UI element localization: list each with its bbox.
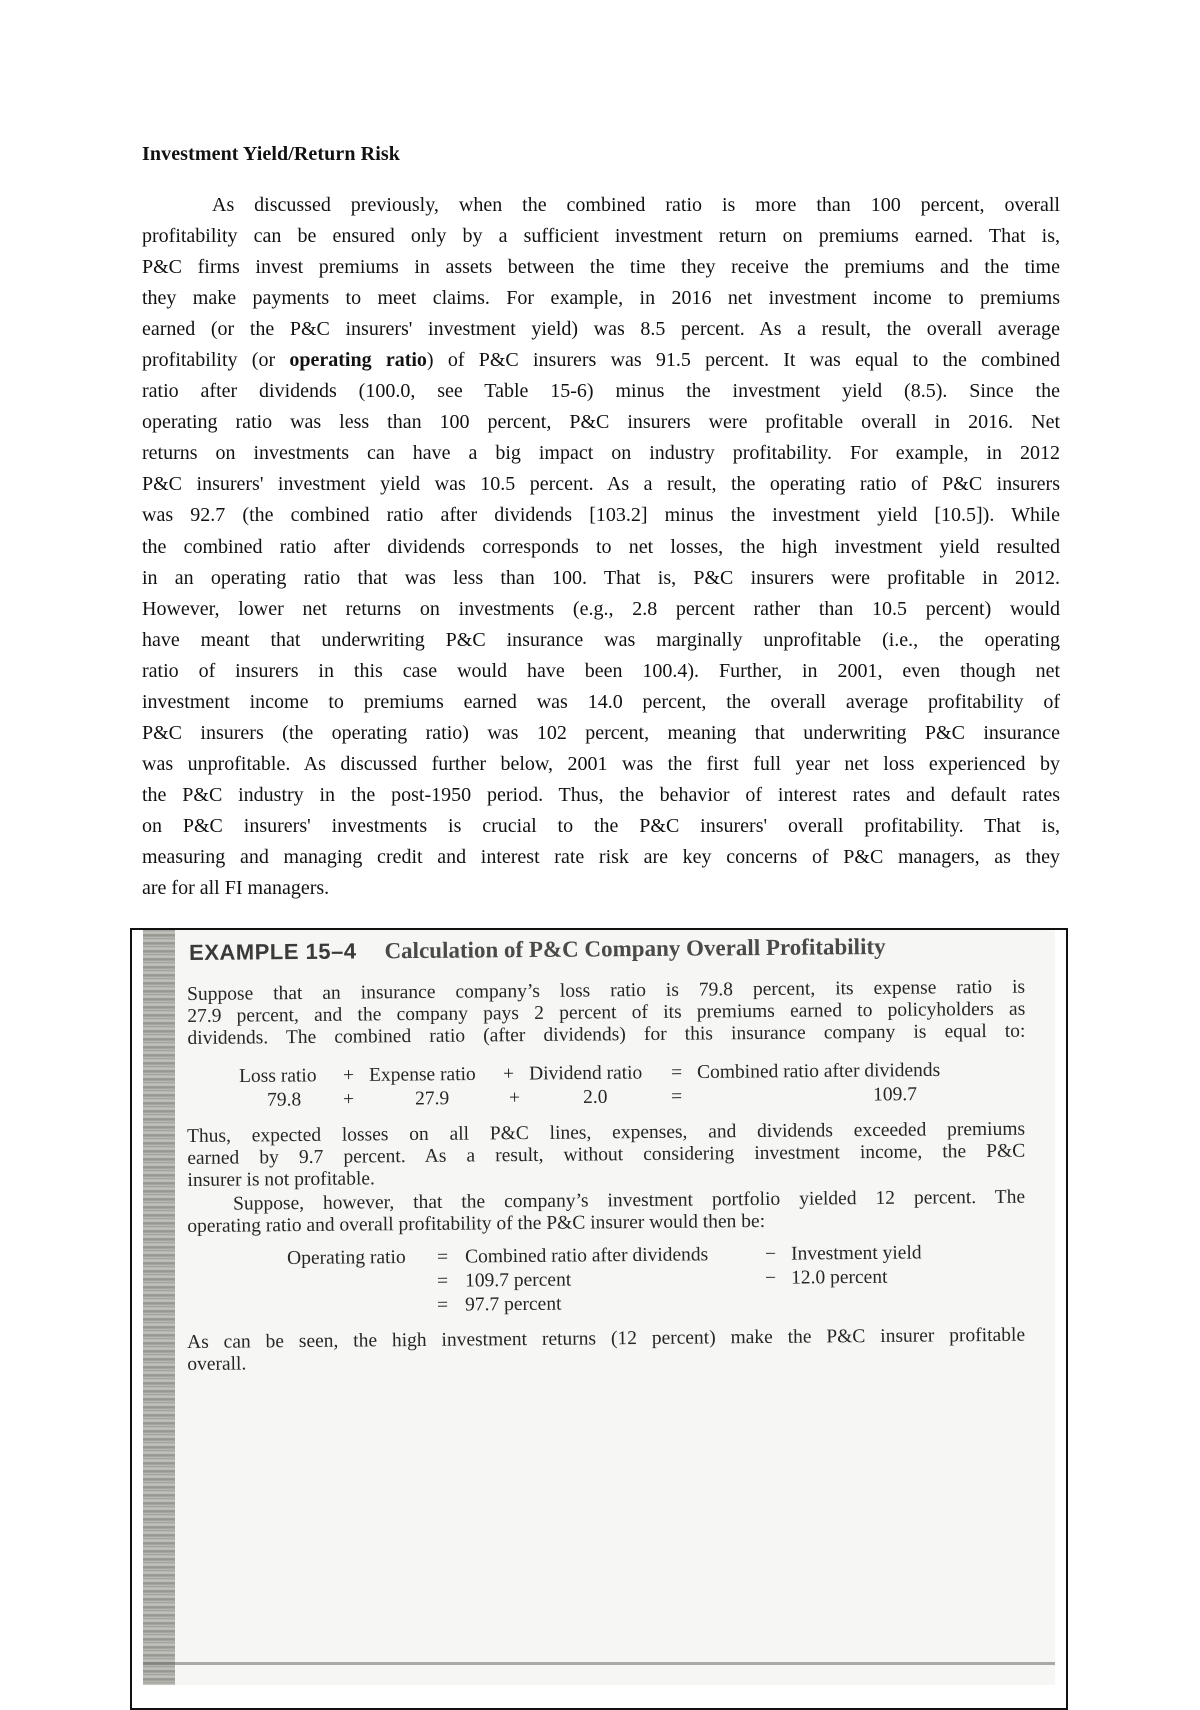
- example-line: As can be seen, the high investment returns (12 percent) make the P&C insurer profitable: [187, 1324, 1026, 1353]
- example-line: earned by 9.7 percent. As a result, without considering investment income, the P&C: [187, 1140, 1026, 1169]
- eq1-term: Loss ratio: [239, 1065, 317, 1087]
- eq1-value: 79.8: [266, 1089, 302, 1111]
- eq1-operator: +: [342, 1088, 355, 1111]
- body-line: profitability can be ensured only by a sufficient investment return on premiums earned. That is,: [142, 225, 1060, 248]
- eq2-operator: −: [764, 1267, 777, 1289]
- operating-ratio-term: operating ratio: [289, 349, 427, 372]
- eq1-operator: +: [342, 1064, 355, 1087]
- body-line: operating ratio was less than 100 percent, P&C insurers were profitable overall in 2016. Net: [142, 411, 1060, 434]
- body-line: they make payments to meet claims. For example, in 2016 net investment income to premiums: [142, 287, 1060, 310]
- example-line: overall.: [187, 1353, 247, 1375]
- eq2-operator: =: [436, 1294, 449, 1316]
- example-box: [143, 930, 1055, 1685]
- equation-2-row-3: [287, 1290, 1027, 1320]
- body-line: measuring and managing credit and interest rate risk are key concerns of P&C managers, as they: [142, 845, 1060, 868]
- body-line: have meant that underwriting P&C insurance was marginally unprofitable (i.e., the operating: [142, 628, 1060, 651]
- example-suppose: [187, 1187, 1025, 1238]
- body-line: on P&C insurers' investments is crucial to the P&C insurers' overall profitability. That is,: [142, 814, 1060, 837]
- body-line: However, lower net returns on investments (e.g., 2.8 percent rather than 10.5 percent) would: [142, 597, 1060, 620]
- example-line: dividends. The combined ratio (after dividends) for this insurance company is equal to:: [187, 1020, 1026, 1049]
- body-paragraph: [142, 190, 1060, 904]
- body-line: was 92.7 (the combined ratio after dividends [103.2] minus the investment yield [10.5]). While: [142, 504, 1060, 527]
- eq2-term: Combined ratio after dividends: [464, 1244, 709, 1268]
- body-text-run: profitability (or: [142, 349, 290, 372]
- example-conclusion: [187, 1325, 1025, 1376]
- body-line: investment income to premiums earned was 14.0 percent, the overall average profitability of: [142, 690, 1060, 713]
- body-line: ratio after dividends (100.0, see Table 15-6) minus the investment yield (8.5). Since the: [142, 380, 1060, 403]
- scan-binding-edge: [143, 930, 175, 1685]
- body-line: P&C firms invest premiums in assets between the time they receive the premiums and the time: [142, 256, 1060, 279]
- example-name: Calculation of P&C Company Overall Profitability: [384, 933, 886, 964]
- example-line: Suppose that an insurance company’s loss ratio is 79.8 percent, its expense ratio is: [187, 976, 1026, 1005]
- eq2-term: Operating ratio: [287, 1246, 406, 1269]
- body-line: ratio of insurers in this case would have been 100.4). Further, in 2001, even though net: [142, 659, 1060, 682]
- example-thus: [187, 1119, 1026, 1192]
- example-title: [189, 934, 886, 966]
- example-line: insurer is not profitable.: [187, 1168, 375, 1191]
- body-line: earned (or the P&C insurers' investment yield) was 8.5 percent. As a result, the overall average: [142, 318, 1060, 341]
- eq2-operator: =: [436, 1246, 449, 1268]
- eq2-value: 12.0 percent: [790, 1266, 888, 1289]
- section-heading: Investment Yield/Return Risk: [142, 143, 400, 165]
- body-line: returns on investments can have a big impact on industry profitability. For example, in 2012: [142, 442, 1060, 465]
- example-intro: [187, 977, 1026, 1050]
- example-line: 27.9 percent, and the company pays 2 percent of its premiums earned to policyholders as: [187, 998, 1026, 1027]
- eq2-value: 109.7 percent: [464, 1269, 572, 1292]
- eq1-term: Expense ratio: [368, 1063, 476, 1086]
- body-line: in an operating ratio that was less than 100. That is, P&C insurers were profitable in 2012.: [142, 566, 1060, 589]
- eq1-operator: =: [670, 1086, 683, 1108]
- body-line-mixed: [142, 345, 1060, 376]
- eq2-value: 97.7 percent: [464, 1293, 562, 1316]
- eq1-operator: =: [670, 1062, 683, 1084]
- eq2-operator: −: [764, 1243, 777, 1265]
- body-line: As discussed previously, when the combined ratio is more than 100 percent, overall: [212, 194, 1060, 216]
- body-line: the combined ratio after dividends corresponds to net losses, the high investment yield resulted: [142, 535, 1060, 558]
- eq1-term: Dividend ratio: [528, 1062, 643, 1085]
- example-line: operating ratio and overall profitability of the P&C insurer would then be:: [187, 1210, 766, 1237]
- eq1-operator: +: [508, 1087, 521, 1109]
- eq1-value: 27.9: [414, 1088, 450, 1110]
- eq1-value: 109.7: [872, 1084, 918, 1106]
- eq1-value: 2.0: [582, 1086, 608, 1108]
- eq1-operator: +: [502, 1063, 515, 1085]
- body-line: the P&C industry in the post-1950 period. Thus, the behavior of interest rates and default rates: [142, 783, 1060, 806]
- scan-bottom-rule: [143, 1662, 1055, 1665]
- example-label: EXAMPLE 15–4: [189, 938, 357, 965]
- example-line: Thus, expected losses on all P&C lines, expenses, and dividends exceeded premiums: [187, 1118, 1026, 1147]
- body-text-run: ) of P&C insurers was 91.5 percent. It was equal to the combined: [426, 349, 1060, 372]
- eq2-operator: =: [436, 1270, 449, 1292]
- eq2-term: Investment yield: [790, 1242, 922, 1265]
- eq1-term: Combined ratio after dividends: [696, 1059, 941, 1084]
- body-line: P&C insurers' investment yield was 10.5 percent. As a result, the operating ratio of P&C insurers: [142, 473, 1060, 496]
- body-line: are for all FI managers.: [142, 877, 330, 900]
- example-line: Suppose, however, that the company’s investment portfolio yielded 12 percent. The: [232, 1186, 1026, 1215]
- body-line: was unprofitable. As discussed further below, 2001 was the first full year net loss experienced by: [142, 752, 1060, 775]
- body-line: P&C insurers (the operating ratio) was 102 percent, meaning that underwriting P&C insurance: [142, 721, 1060, 744]
